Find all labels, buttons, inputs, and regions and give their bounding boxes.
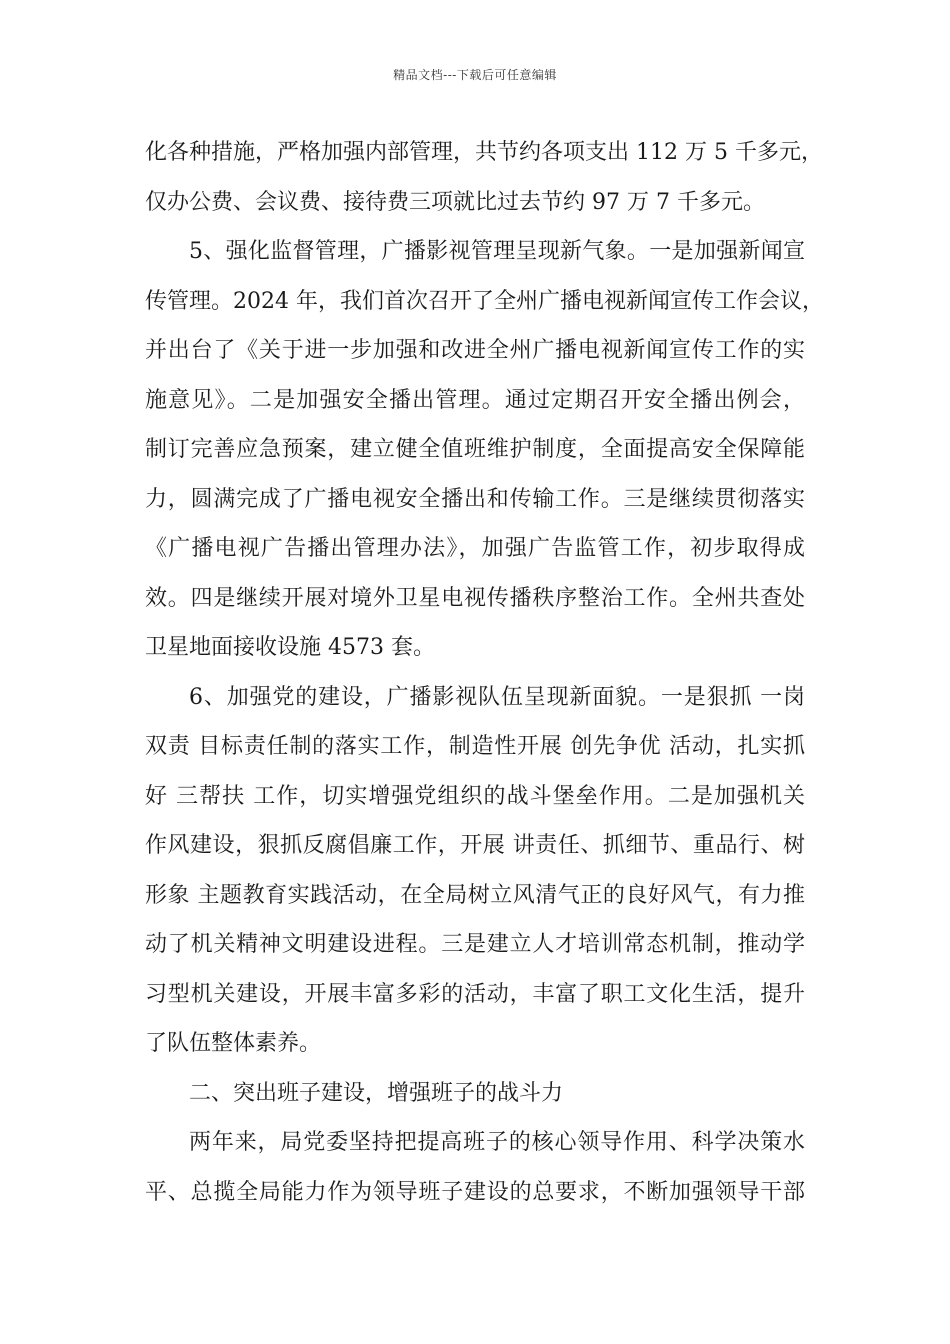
text-line: 5、强化监督管理，广播影视管理呈现新气象。一是加强新闻宣 — [189, 239, 805, 264]
text-line: 二、突出班子建设，增强班子的战斗力 — [189, 1080, 564, 1106]
text-line: 动了机关精神文明建设进程。三是建立人才培训常态机制，推动学 — [145, 932, 805, 957]
paragraph-item-5 — [145, 227, 824, 673]
text-line: 形象 主题教育实践活动，在全局树立风清气正的良好风气，有力推 — [145, 882, 805, 908]
text-line: 施意见》。二是加强安全播出管理。通过定期召开安全播出例会， — [145, 387, 805, 413]
text-line: 《广播电视广告播出管理办法》，加强广告监管工作，初步取得成 — [145, 536, 805, 561]
text-line: 好 三帮扶 工作，切实增强党组织的战斗堡垒作用。二是加强机关 — [145, 783, 805, 809]
text-line: 平、总揽全局能力作为领导班子建设的总要求，不断加强领导干部 — [145, 1179, 805, 1205]
text-line: 效。四是继续开展对境外卫星电视传播秩序整治工作。全州共查处 — [145, 585, 805, 611]
text-line: 传管理。2024 年，我们首次召开了全州广播电视新闻宣传工作会议， — [145, 288, 824, 314]
text-line: 习型机关建设，开展丰富多彩的活动，丰富了职工文化生活，提升 — [145, 981, 805, 1007]
text-line: 力，圆满完成了广播电视安全播出和传输工作。三是继续贯彻落实 — [145, 486, 805, 512]
text-line: 仅办公费、会议费、接待费三项就比过去节约 97 万 7 千多元。 — [145, 189, 765, 215]
section-heading — [145, 1069, 805, 1119]
page-header: 精品文档---下载后可任意编辑 — [393, 68, 557, 82]
paragraph-item-6 — [145, 673, 805, 1069]
text-line: 并出台了《关于进一步加强和改进全州广播电视新闻宣传工作的实 — [145, 338, 805, 363]
text-line: 卫星地面接收设施 4573 套。 — [145, 635, 435, 660]
text-line: 化各种措施，严格加强内部管理，共节约各项支出 112 万 5 千多元， — [145, 140, 823, 165]
text-line: 了队伍整体素养。 — [145, 1031, 322, 1056]
paragraph-section-intro — [145, 1118, 805, 1217]
paragraph-continuation — [145, 128, 823, 227]
text-line: 制订完善应急预案，建立健全值班维护制度，全面提高安全保障能 — [145, 437, 805, 462]
text-line: 两年来，局党委坚持把提高班子的核心领导作用、科学决策水 — [189, 1130, 805, 1155]
text-line: 双责 目标责任制的落实工作，制造性开展 创先争优 活动，扎实抓 — [145, 734, 805, 759]
document-body — [145, 128, 824, 1217]
text-line: 作风建设，狠抓反腐倡廉工作，开展 讲责任、抓细节、重品行、树 — [145, 833, 805, 858]
text-line: 6、加强党的建设，广播影视队伍呈现新面貌。一是狠抓 一岗 — [189, 684, 805, 710]
